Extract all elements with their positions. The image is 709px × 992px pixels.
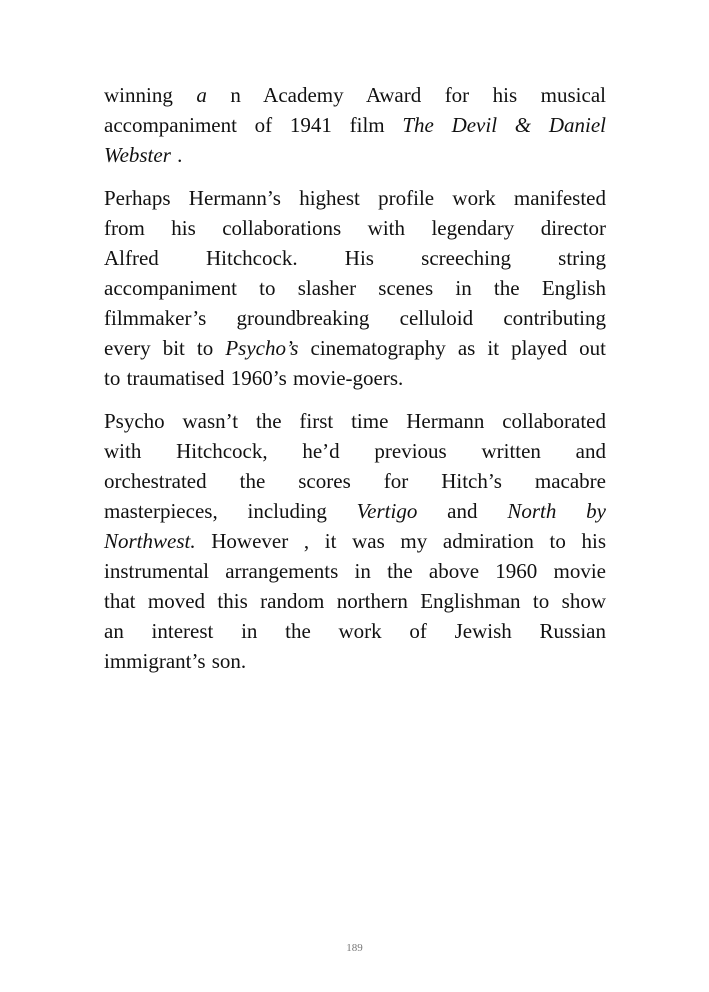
page-number: 189 xyxy=(346,942,363,954)
italic-title: The Devil & Daniel xyxy=(402,113,606,137)
text-line: that moved this random northern Englishman to show xyxy=(104,589,606,613)
text-line: Psycho wasn’t the first time Hermann collaborated xyxy=(104,409,606,433)
text-line: orchestrated the scores for Hitch’s macabre xyxy=(104,469,606,493)
paragraph-2 xyxy=(104,183,606,393)
text-line: accompaniment to slasher scenes in the English xyxy=(104,276,606,300)
paragraph-1 xyxy=(104,80,606,170)
text-line: winning a n Academy Award for his musical xyxy=(104,83,606,107)
italic-title: Psycho’s xyxy=(225,336,299,360)
text-line: masterpieces, including Vertigo and North by xyxy=(104,499,606,523)
italic-title: Webster xyxy=(104,143,171,167)
text-line: accompaniment of 1941 film The Devil & Daniel xyxy=(104,113,606,137)
page-body xyxy=(104,80,606,689)
text-line: to traumatised 1960’s movie-goers. xyxy=(104,366,404,390)
italic-title: Vertigo xyxy=(356,499,418,523)
text-line: with Hitchcock, he’d previous written and xyxy=(104,439,606,463)
text-line: Northwest. However , it was my admiration to his xyxy=(104,529,606,553)
italic-title: Northwest. xyxy=(104,529,196,553)
text-line: every bit to Psycho’s cinematography as it played out xyxy=(104,336,606,360)
italic-title: North by xyxy=(507,499,606,523)
paragraph-3 xyxy=(104,406,606,676)
text-line: instrumental arrangements in the above 1960 movie xyxy=(104,559,606,583)
italic-title: a xyxy=(196,83,207,107)
text-line: filmmaker’s groundbreaking celluloid contributing xyxy=(104,306,606,330)
text-line: immigrant’s son. xyxy=(104,649,247,673)
text-line: Webster . xyxy=(104,143,183,167)
text-line: from his collaborations with legendary director xyxy=(104,216,606,240)
text-line: Perhaps Hermann’s highest profile work manifested xyxy=(104,186,606,210)
text-line: Alfred Hitchcock. His screeching string xyxy=(104,246,606,270)
text-line: an interest in the work of Jewish Russian xyxy=(104,619,606,643)
